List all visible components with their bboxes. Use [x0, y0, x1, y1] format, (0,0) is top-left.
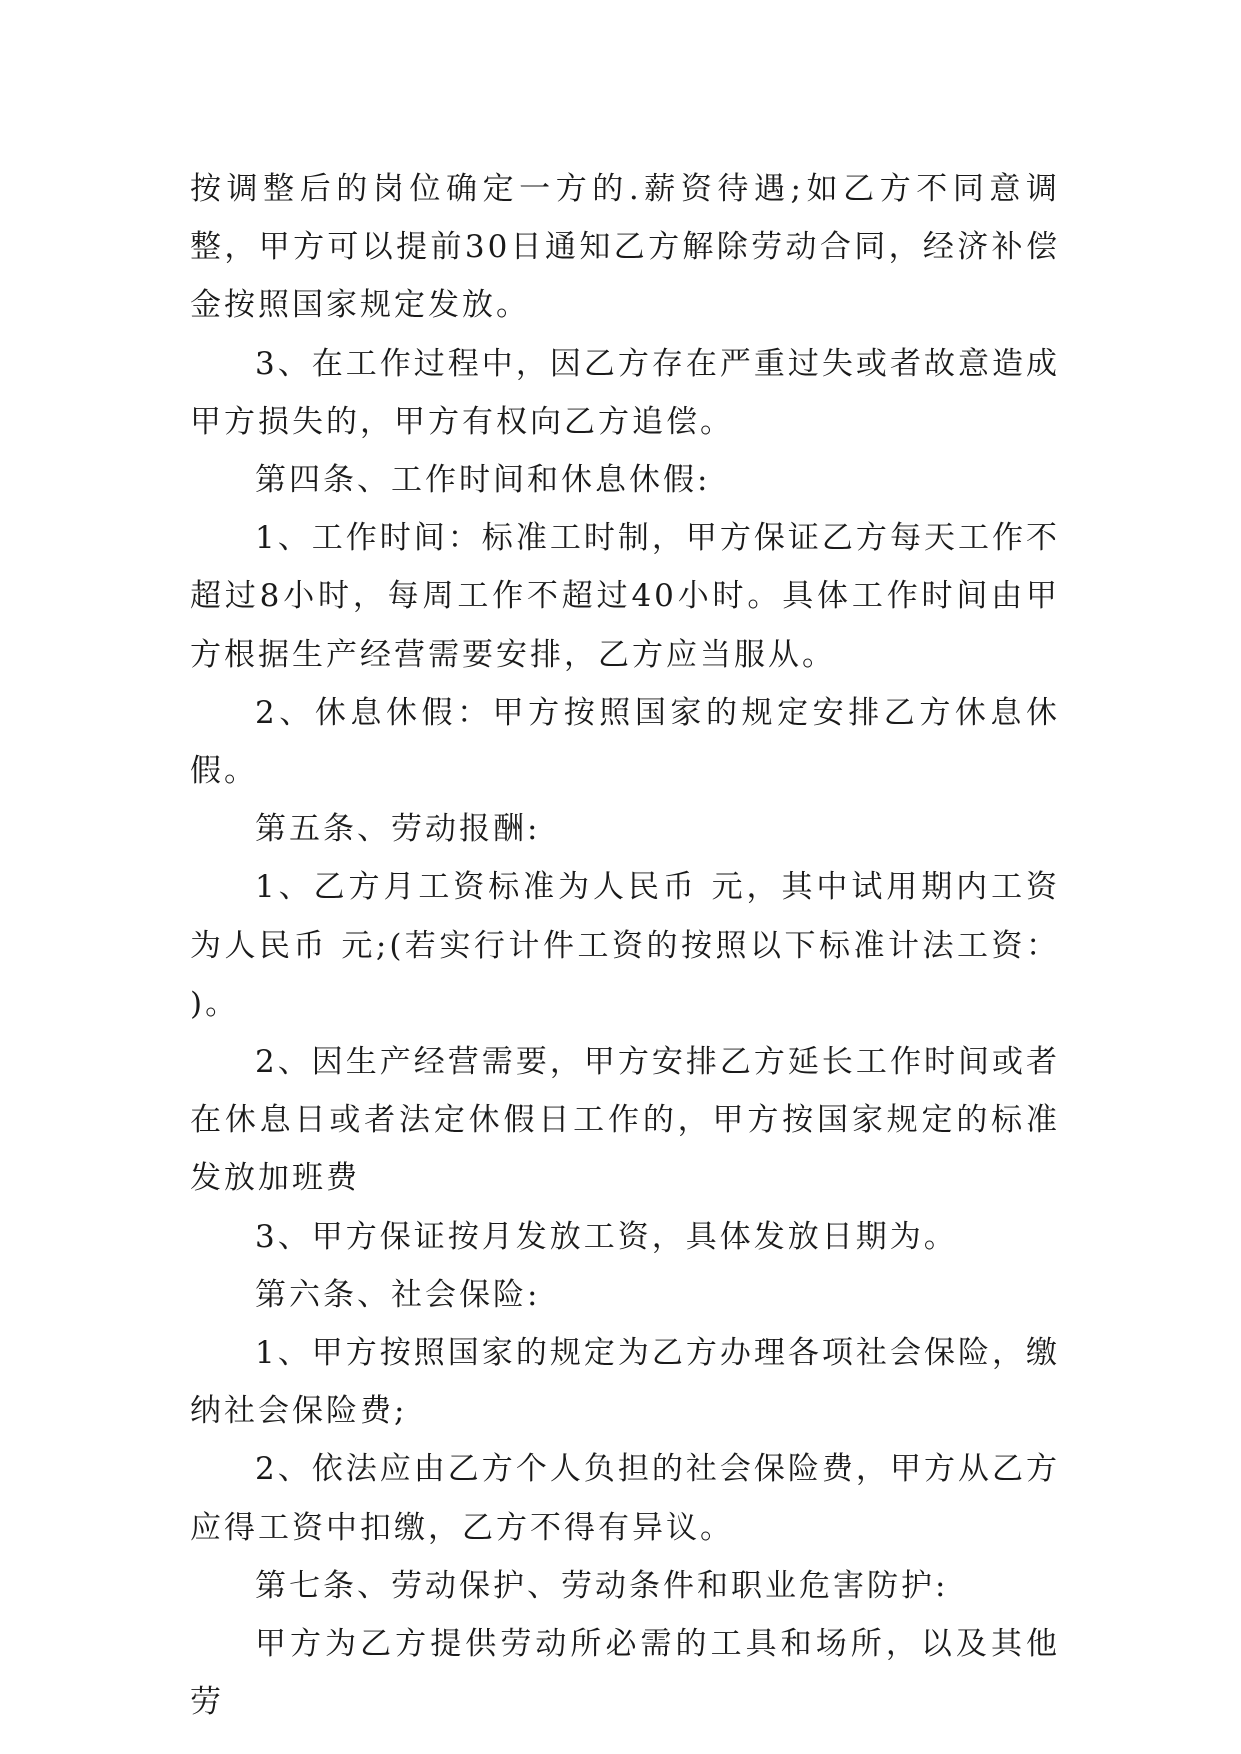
heading-article-4: 第四条、工作时间和休息休假: — [255, 462, 711, 499]
paragraph-compensation-claim: 3、在工作过程中，因乙方存在严重过失或者故意造成甲方损失的，甲方有权向乙方追偿。 — [190, 345, 1060, 440]
paragraph-salary-adjustment: 按调整后的岗位确定一方的.薪资待遇;如乙方不同意调整，甲方可以提前30日通知乙方解除劳动合同，经济补偿金按照国家规定发放。 — [190, 171, 1060, 324]
paragraph-working-hours: 1、工作时间：标准工时制，甲方保证乙方每天工作不超过8小时，每周工作不超过40小时。具体工作时间由甲方根据生产经营需要安排，乙方应当服从。 — [190, 520, 1060, 673]
heading-article-6: 第六条、社会保险: — [255, 1276, 541, 1313]
paragraph-monthly-salary: 1、乙方月工资标准为人民币 元，其中试用期内工资为人民币 元;(若实行计件工资的按照以下标准计法工资： )。 — [190, 869, 1060, 1022]
paragraph-social-insurance: 1、甲方按照国家的规定为乙方办理各项社会保险，缴纳社会保险费; — [190, 1335, 1060, 1430]
paragraph-pay-date: 3、甲方保证按月发放工资，具体发放日期为。 — [255, 1218, 958, 1255]
paragraph-rest-leave: 2、休息休假：甲方按照国家的规定安排乙方休息休假。 — [190, 694, 1060, 790]
paragraph-insurance-deduction: 2、依法应由乙方个人负担的社会保险费，甲方从乙方应得工资中扣缴，乙方不得有异议。 — [190, 1451, 1060, 1546]
paragraph-overtime-pay: 2、因生产经营需要，甲方安排乙方延长工作时间或者在休息日或者法定休假日工作的，甲方按国家规定的标准发放加班费 — [190, 1044, 1060, 1197]
document-body — [190, 160, 1060, 1731]
heading-article-7: 第七条、劳动保护、劳动条件和职业危害防护: — [255, 1567, 949, 1604]
heading-article-5: 第五条、劳动报酬: — [255, 811, 541, 848]
paragraph-work-tools: 甲方为乙方提供劳动所必需的工具和场所，以及其他劳 — [190, 1626, 1060, 1721]
